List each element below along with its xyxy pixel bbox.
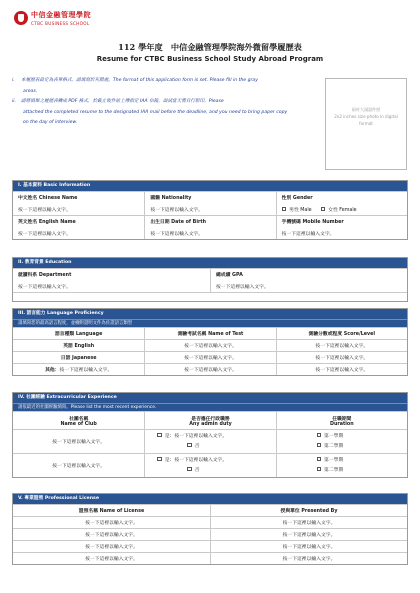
admin-no-checkbox[interactable] — [187, 443, 192, 448]
admin-no-checkbox[interactable] — [187, 467, 192, 472]
other-score-field[interactable]: 按一下這裡以輸入文字。 — [276, 364, 407, 375]
mobile-field[interactable]: 按一下這裡以輸入文字。 — [276, 227, 407, 239]
semester2-checkbox[interactable] — [317, 443, 322, 448]
photo-label: 2x2 inches size photo in digital — [334, 114, 398, 119]
duty-header — [144, 412, 275, 429]
english-score-field[interactable]: 按一下這裡以輸入文字。 — [276, 340, 407, 351]
school-logo — [14, 10, 91, 26]
language-header: 語言種類 Language — [54, 332, 103, 337]
english-language-label: 英語 English — [63, 344, 95, 349]
male-label: 男性 Male — [289, 207, 312, 213]
male-checkbox[interactable] — [282, 207, 287, 212]
semester2-checkbox[interactable] — [317, 467, 322, 472]
instruction-number: i. — [12, 78, 15, 83]
duty-header-zh: 是否擔任行政職務 — [191, 416, 230, 422]
instructions — [12, 76, 317, 129]
table-row — [13, 528, 407, 540]
japanese-score-field[interactable]: 按一下這裡以輸入文字。 — [276, 352, 407, 363]
page-title-zh: 112 學年度 中信金融管理學院海外微留學履歷表 — [118, 42, 302, 52]
other-language-label: 其他： — [45, 368, 60, 373]
semester1-checkbox[interactable] — [317, 433, 322, 438]
photo-label: format — [359, 121, 373, 126]
table-row — [13, 552, 407, 564]
duration-header-zh: 任職期間 — [332, 416, 352, 422]
mobile-label: 手機號碼 Mobile Number — [276, 216, 407, 227]
section-subtitle: 請填寫您的最高語言程度，並檢附證明文件為佐證語言類型 — [13, 319, 407, 327]
logo-text-en: CTBC BUSINESS SCHOOL — [31, 21, 90, 26]
license-header: 證照名稱 Name of License — [78, 509, 145, 514]
admin-yes-label: 是： — [164, 457, 175, 463]
chinese-name-field[interactable]: 按一下這裡以輸入文字。 — [18, 207, 71, 213]
shield-icon — [14, 11, 28, 25]
section-title: IV. 社團經驗 Extracurricular Experience — [13, 393, 407, 403]
section-title: V. 專業證照 Professional License — [13, 494, 407, 504]
department-field[interactable]: 按一下這裡以輸入文字。 — [18, 284, 71, 290]
admin-no-label: 否 — [194, 467, 200, 473]
duty-header-en: Any admin duty — [189, 421, 232, 427]
duration-header — [276, 412, 407, 429]
section-education — [12, 257, 408, 302]
other-test-field[interactable]: 按一下這裡以輸入文字。 — [144, 364, 275, 375]
gpa-label: 總成績 GPA — [210, 269, 407, 280]
page-title-en: Resume for CTBC Business School Study Abroad Program — [96, 55, 324, 63]
license-name-field[interactable]: 按一下這裡以輸入文字。 — [85, 545, 138, 550]
other-language-cell — [13, 364, 144, 375]
license-name-field[interactable]: 按一下這裡以輸入文字。 — [85, 521, 138, 526]
table-row — [13, 429, 407, 453]
semester1-label: 第一學期 — [324, 433, 344, 439]
dob-field[interactable]: 按一下這裡以輸入文字。 — [144, 227, 275, 239]
presented-by-field[interactable]: 按一下這裡以輸入文字。 — [210, 553, 407, 564]
nationality-label: 國籍 Nationality — [144, 192, 275, 203]
section-basic-info — [12, 180, 408, 240]
admin-yes-checkbox[interactable] — [157, 457, 162, 462]
semester2-label: 第二學期 — [324, 443, 344, 449]
semester1-checkbox[interactable] — [317, 457, 322, 462]
chinese-name-label: 中文姓名 Chinese Name — [18, 196, 78, 201]
presented-by-header: 授與單位 Presented By — [210, 505, 407, 516]
instruction-text: 請將填畢之履歷表轉成 PDF 格式，於截止收件前上傳指定 IAA 信箱，面試當天需自行影印。Please — [21, 99, 224, 104]
female-label: 女性 Female — [328, 207, 357, 213]
section-title: II. 教育背景 Education — [13, 258, 407, 268]
score-header: 測驗分數或程度 Score/Level — [276, 328, 407, 339]
table-row — [13, 453, 407, 477]
admin-duty-field[interactable]: 按一下這裡以輸入文字。 — [174, 433, 228, 439]
instruction-text: areas. — [23, 88, 38, 94]
department-label: 就讀科系 Department — [18, 273, 72, 278]
section-extracurricular — [12, 392, 408, 478]
female-checkbox[interactable] — [321, 207, 326, 212]
license-name-field[interactable]: 按一下這裡以輸入文字。 — [85, 557, 138, 562]
section-subtitle: 請依最近的社團經驗填寫。Please list the most recent experience. — [13, 403, 407, 411]
dob-label: 出生日期 Date of Birth — [144, 216, 275, 227]
club-header — [13, 412, 144, 429]
duration-header-en: Duration — [329, 421, 354, 427]
logo-text-zh: 中信金融管理學院 — [31, 11, 91, 19]
club-name-field[interactable]: 按一下這裡以輸入文字。 — [52, 464, 106, 469]
japanese-test-field[interactable]: 按一下這裡以輸入文字。 — [144, 352, 275, 363]
section-language — [12, 308, 408, 376]
club-header-en: Name of Club — [60, 421, 97, 427]
gender-options — [276, 203, 407, 215]
nationality-field[interactable]: 按一下這裡以輸入文字。 — [144, 203, 275, 215]
japanese-language-label: 日語 Japanese — [60, 356, 97, 361]
admin-yes-label: 是： — [164, 433, 175, 439]
semester2-label: 第二學期 — [324, 467, 344, 473]
english-name-label: 英文姓名 English Name — [18, 220, 76, 225]
license-name-field[interactable]: 按一下這裡以輸入文字。 — [85, 533, 138, 538]
gpa-field[interactable]: 按一下這裡以輸入文字。 — [210, 280, 407, 292]
english-name-field[interactable]: 按一下這裡以輸入文字。 — [18, 231, 71, 237]
instruction-text: 本履歷表設定為表單格式，請填寫於灰階處。The format of this application form is set. Please fill in the gray — [21, 78, 258, 83]
club-header-zh: 社團名稱 — [69, 416, 89, 422]
test-header: 測驗考試名稱 Name of Test — [144, 328, 275, 339]
gender-label: 性別 Gender — [276, 192, 407, 203]
semester1-label: 第一學期 — [324, 457, 344, 463]
photo-upload-box[interactable] — [325, 78, 407, 170]
club-name-field[interactable]: 按一下這裡以輸入文字。 — [52, 440, 106, 445]
section-title: III. 語言能力 Language Proficiency — [13, 309, 407, 319]
instruction-text: attached the completed resume to the designated IAA mail before the deadline, and you need to bring paper copy — [23, 109, 288, 115]
table-row — [13, 516, 407, 528]
presented-by-field[interactable]: 按一下這裡以輸入文字。 — [210, 529, 407, 540]
admin-duty-field[interactable]: 按一下這裡以輸入文字。 — [174, 457, 228, 463]
instruction-text: on the day of interview. — [23, 120, 78, 125]
table-row — [13, 540, 407, 552]
instruction-number: ii. — [12, 99, 17, 104]
english-test-field[interactable]: 按一下這裡以輸入文字。 — [144, 340, 275, 351]
photo-label: 兩吋大頭證件照 — [351, 107, 381, 112]
presented-by-field[interactable]: 按一下這裡以輸入文字。 — [210, 541, 407, 552]
section-title: I. 基本資料 Basic Information — [13, 181, 407, 191]
other-language-field[interactable]: 按一下這裡以輸入文字。 — [59, 368, 113, 373]
admin-no-label: 否 — [194, 443, 200, 449]
presented-by-field[interactable]: 按一下這裡以輸入文字。 — [210, 517, 407, 528]
section-license — [12, 493, 408, 565]
admin-yes-checkbox[interactable] — [157, 433, 162, 438]
